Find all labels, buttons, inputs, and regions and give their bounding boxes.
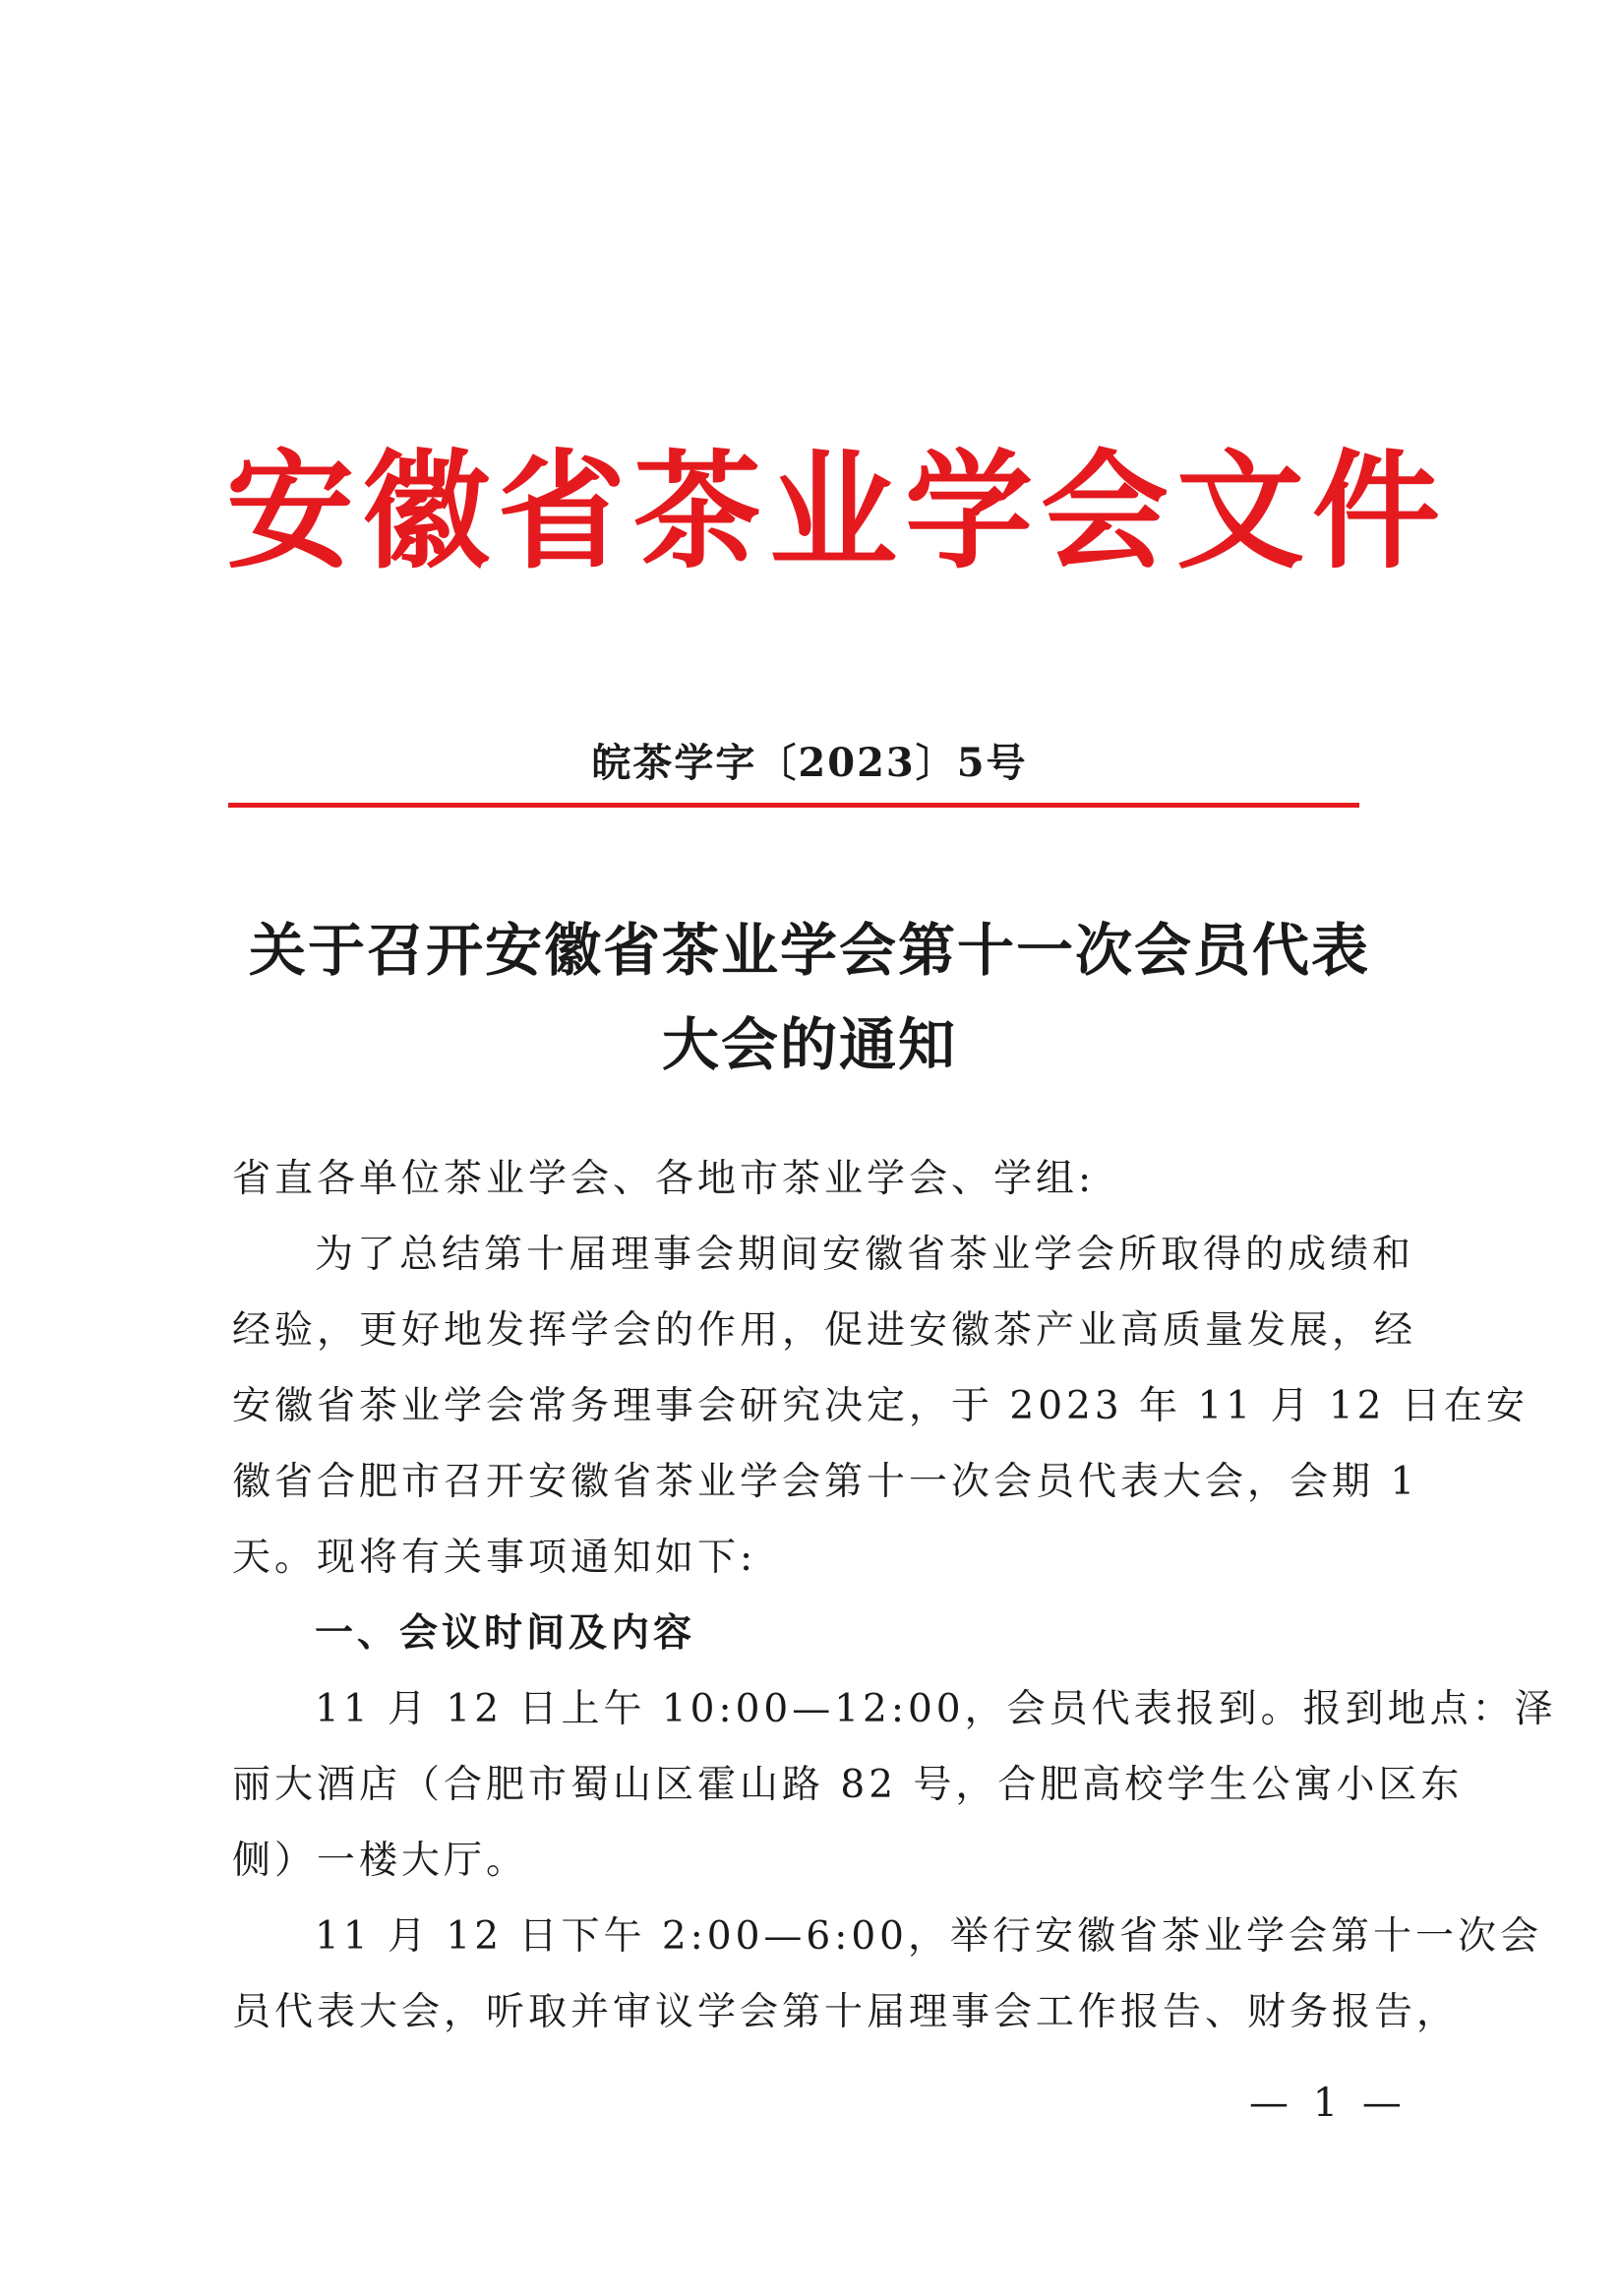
- paragraph-line: 员代表大会，听取并审议学会第十届理事会工作报告、财务报告，: [232, 1990, 1460, 2034]
- paragraph-line: 侧）一楼大厅。: [232, 1839, 529, 1883]
- masthead-title: 安徽省茶业学会文件: [226, 437, 1449, 586]
- red-separator-line: [228, 803, 1359, 808]
- notice-title: [0, 903, 1619, 1092]
- page-number: — 1 —: [1249, 2081, 1408, 2126]
- paragraph-line: 11 月 12 日下午 2:00—6:00，举行安徽省茶业学会第十一次会: [315, 1914, 1542, 1959]
- paragraph-line: 安徽省茶业学会常务理事会研究决定，于 2023 年 11 月 12 日在安: [232, 1384, 1529, 1428]
- paragraph-line: 经验，更好地发挥学会的作用，促进安徽茶产业高质量发展，经: [232, 1308, 1417, 1353]
- notice-title-line-2: 大会的通知: [661, 1011, 957, 1078]
- paragraph-line: 徽省合肥市召开安徽省茶业学会第十一次会员代表大会，会期 1: [232, 1460, 1419, 1504]
- salutation: 省直各单位茶业学会、各地市茶业学会、学组:: [232, 1157, 1096, 1201]
- paragraph-line: 11 月 12 日上午 10:00—12:00，会员代表报到。报到地点：泽: [315, 1687, 1557, 1731]
- document-number: 皖茶学字〔2023〕5号: [591, 740, 1028, 786]
- notice-title-line-1: 关于召开安徽省茶业学会第十一次会员代表: [248, 917, 1370, 984]
- paragraph-line: 天。现将有关事项通知如下:: [232, 1536, 757, 1580]
- paragraph-line: 丽大酒店（合肥市蜀山区霍山路 82 号，合肥高校学生公寓小区东: [232, 1763, 1464, 1807]
- section-heading: 一、会议时间及内容: [315, 1611, 696, 1656]
- notice-body: [232, 1141, 1557, 2050]
- paragraph-line: 为了总结第十届理事会期间安徽省茶业学会所取得的成绩和: [315, 1233, 1415, 1277]
